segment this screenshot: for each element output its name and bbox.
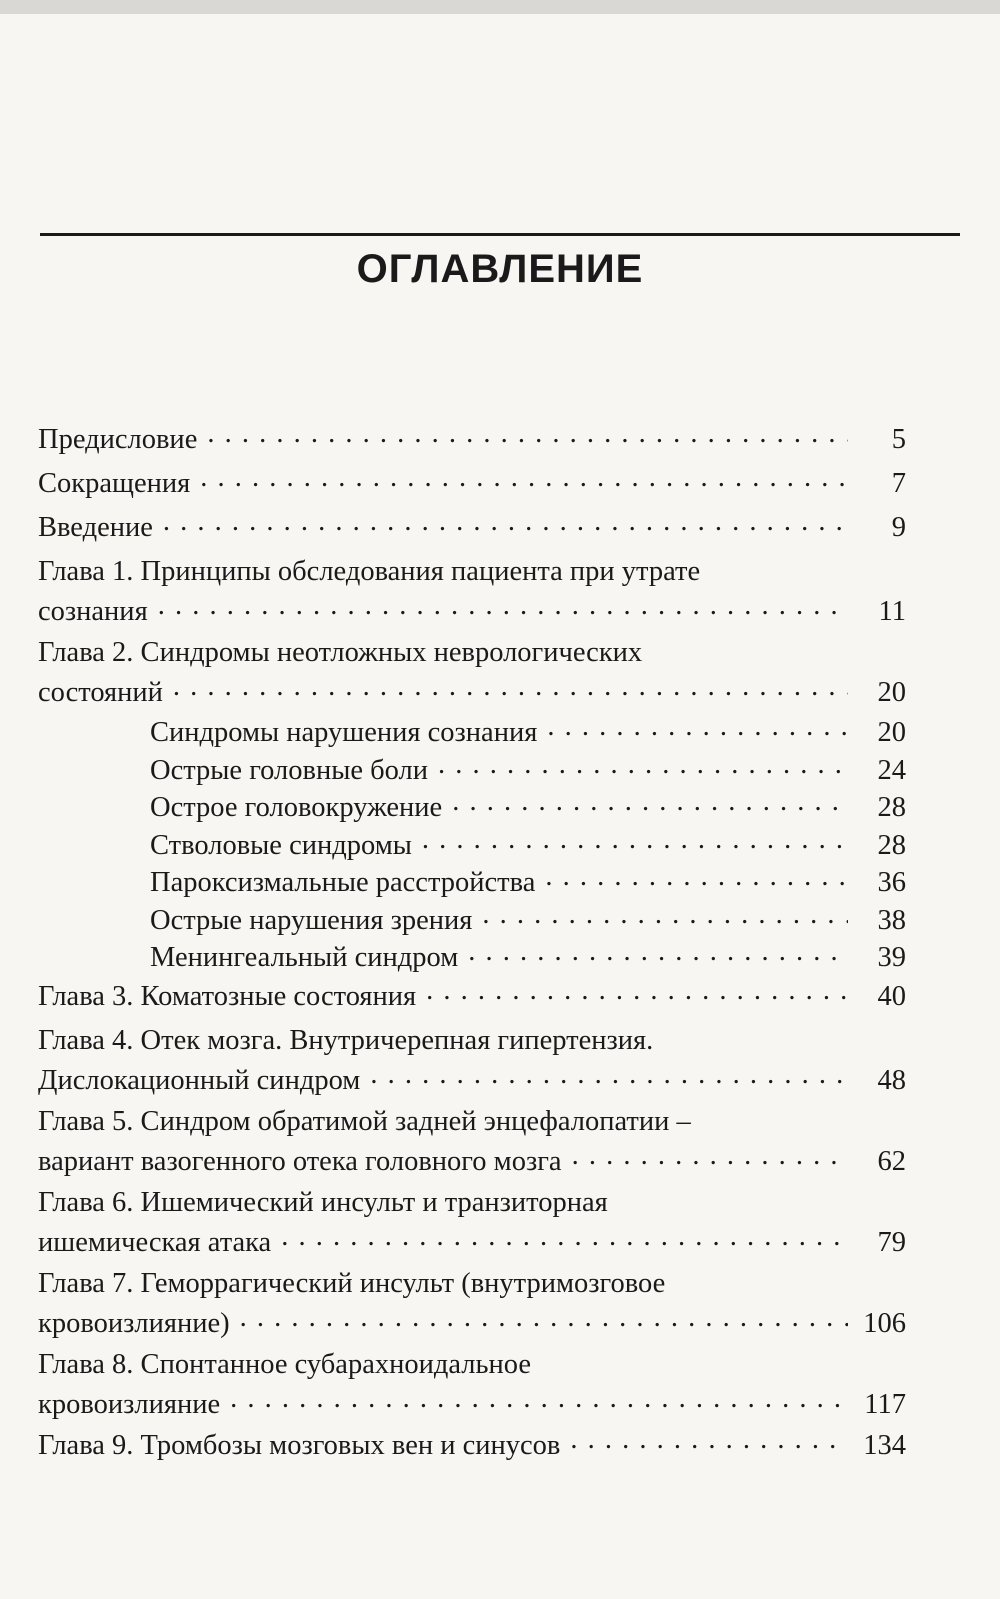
toc-entry-title: Дислокационный синдром: [38, 1064, 361, 1096]
toc-entry-title: состояний: [38, 677, 163, 708]
toc-entry-title: вариант вазогенного отека головного мозга: [38, 1145, 562, 1177]
toc-entry-title: Глава 9. Тромбозы мозговых вен и синусов: [38, 1429, 561, 1461]
leader-dots: [200, 458, 848, 498]
page-top-edge: [0, 0, 1000, 14]
toc-entry-title: Предисловие: [38, 424, 198, 455]
toc-entry-chapter-1[interactable]: [38, 552, 906, 633]
leader-dots: [207, 414, 848, 454]
toc-entry-title-line1: Глава 8. Спонтанное субарахноидальное: [38, 1348, 531, 1380]
toc-entry-title: Стволовые синдромы: [150, 829, 412, 861]
toc-entry-title-line1: Глава 7. Геморрагический инсульт (внутримозговое: [38, 1267, 666, 1299]
leader-dots: [452, 783, 848, 821]
toc-page-number: 38: [877, 904, 906, 936]
toc-entry-title-line1: Глава 2. Синдромы неотложных неврологических: [38, 637, 643, 668]
toc-entry-title: Острые головные боли: [150, 754, 429, 786]
toc-entry-chapter-4[interactable]: [38, 1021, 906, 1102]
toc-entry-title: кровоизлияние: [38, 1388, 221, 1420]
toc-page-number: 20: [877, 677, 906, 708]
table-of-contents: [38, 420, 906, 1470]
toc-entry-title: Менингеальный синдром: [150, 942, 459, 973]
toc-entry-chapter-5[interactable]: [38, 1102, 906, 1183]
toc-entry-title: Введение: [38, 512, 153, 543]
toc-page-number: 39: [877, 942, 906, 973]
leader-dots: [482, 896, 848, 934]
toc-entry-title: Острое головокружение: [150, 792, 443, 823]
leader-dots: [281, 1217, 848, 1257]
toc-entry-title: Острые нарушения зрения: [150, 904, 473, 936]
toc-page-number: 106: [863, 1307, 906, 1339]
heading-rule: [40, 233, 960, 236]
toc-page-number: 48: [877, 1064, 906, 1096]
leader-dots: [158, 586, 848, 626]
leader-dots: [572, 1136, 848, 1176]
toc-page-number: 9: [891, 512, 906, 543]
leader-dots: [422, 821, 848, 859]
leader-dots: [547, 708, 848, 746]
toc-entry-title: сознания: [38, 596, 148, 627]
toc-page-number: 11: [878, 596, 906, 627]
leader-dots: [230, 1379, 848, 1419]
toc-entry-title-line1: Глава 6. Ишемический инсульт и транзиторная: [38, 1186, 608, 1218]
toc-entry-chapter-2[interactable]: [38, 633, 906, 714]
toc-page-number: 28: [877, 829, 906, 861]
leader-dots: [163, 502, 848, 542]
toc-page-number: 62: [877, 1145, 906, 1177]
toc-page-number: 36: [877, 867, 906, 898]
leader-dots: [370, 1055, 848, 1095]
toc-page-number: 117: [864, 1388, 906, 1420]
toc-entry-title: Глава 3. Коматозные состояния: [38, 980, 417, 1012]
leader-dots: [545, 858, 848, 896]
toc-entry-chapter-6[interactable]: [38, 1183, 906, 1264]
toc-entry-title: Синдромы нарушения сознания: [150, 717, 538, 748]
toc-page-number: 24: [877, 754, 906, 786]
toc-entry-title: Сокращения: [38, 468, 191, 499]
toc-entry-chapter-3[interactable]: [38, 977, 906, 1021]
toc-entry-title: ишемическая атака: [38, 1226, 272, 1258]
toc-entry-title-line1: Глава 5. Синдром обратимой задней энцефалопатии –: [38, 1105, 691, 1137]
toc-page-number: 7: [891, 468, 906, 499]
leader-dots: [240, 1298, 848, 1338]
toc-entry-title: Пароксизмальные расстройства: [150, 867, 536, 898]
page-title: ОГЛАВЛЕНИЕ: [356, 247, 644, 291]
toc-entry-introduction[interactable]: [38, 508, 906, 552]
toc-page-number: 5: [891, 424, 906, 455]
toc-entry-chapter-8[interactable]: [38, 1345, 906, 1426]
toc-entry-title: кровоизлияние): [38, 1307, 230, 1339]
leader-dots: [426, 971, 848, 1011]
toc-entry-title-line1: Глава 1. Принципы обследования пациента при утрате: [38, 556, 701, 587]
leader-dots: [438, 746, 848, 784]
toc-entry-chapter-7[interactable]: [38, 1264, 906, 1345]
leader-dots: [468, 933, 848, 971]
toc-page-number: 134: [863, 1429, 906, 1461]
toc-page-number: 79: [877, 1226, 906, 1258]
leader-dots: [173, 667, 848, 707]
toc-entry-chapter-9[interactable]: [38, 1426, 906, 1470]
toc-page-number: 40: [877, 980, 906, 1012]
leader-dots: [570, 1420, 848, 1460]
toc-entry-title-line1: Глава 4. Отек мозга. Внутричерепная гипертензия.: [38, 1024, 654, 1056]
toc-page-number: 28: [877, 792, 906, 823]
toc-page-number: 20: [877, 717, 906, 748]
